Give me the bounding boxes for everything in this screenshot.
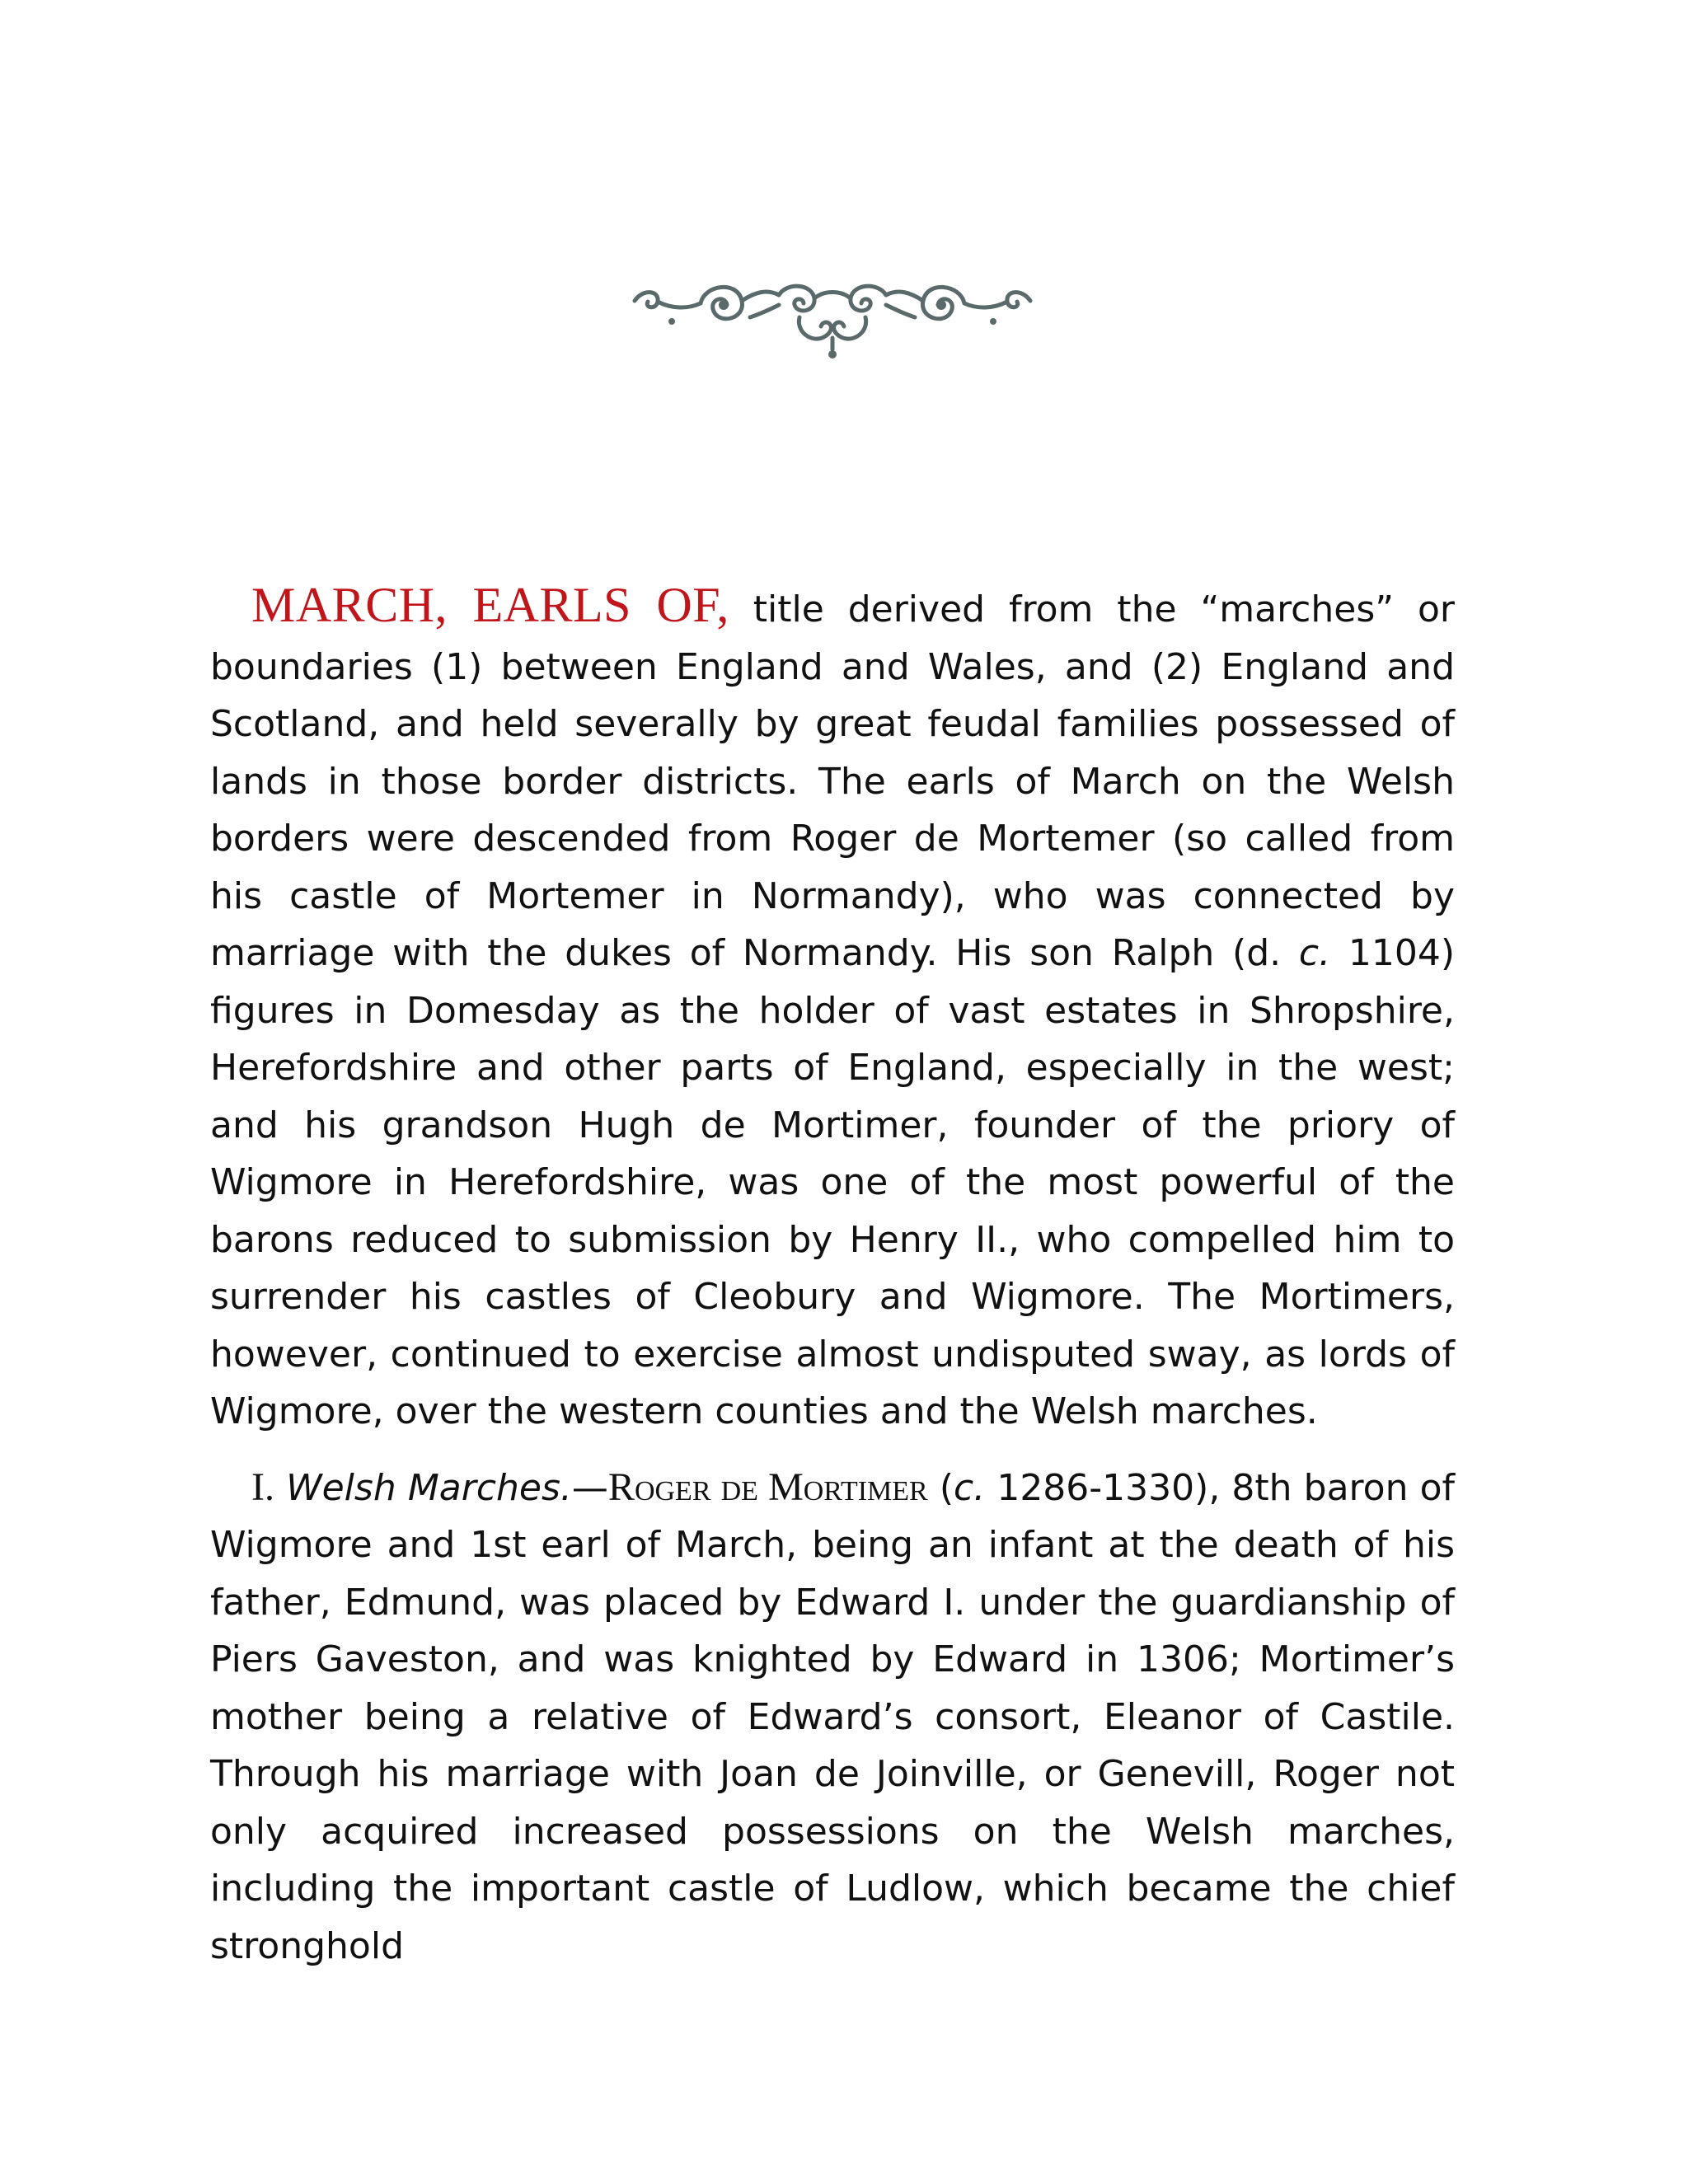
entry-heading: MARCH, EARLS OF, bbox=[251, 578, 729, 632]
paragraph-welsh-marches bbox=[210, 1459, 1455, 1975]
paragraph-welsh-marches-text: 1286-1330), 8th baron of Wigmore and 1st earl of March, being an infant at the death of his father, Edmund, was placed by Edward I. under the guardianship of Piers Gaveston, and was knighted by Edward in 1306; Mortimer’s mother being a relative of Edward’s consort, Eleanor of Castile. Through his marriage with Joan de Joinville, or Genevill, Roger not only acquired increased possessions on the Welsh marches, including the important castle of Ludlow, which became the chief stronghold bbox=[210, 1466, 1456, 1967]
scroll-ornament-icon bbox=[626, 272, 1039, 363]
section-dash: — bbox=[571, 1466, 608, 1509]
paragraph-intro-text-2: 1104) figures in Domesday as the holder of vast estates in Shropshire, Herefordshire and other parts of England, especially in the west; and his grandson Hugh de Mortimer, founder of the priory of Wigmore in Herefordshire, was one of the most powerful of the barons reduced to submission by Henry II., who compelled him to surrender his castles of Cleobury and Wigmore. The Mortimers, however, continued to exercise almost undisputed sway, as lords of Wigmore, over the western counties and the Welsh marches. bbox=[210, 932, 1455, 1432]
open-paren: ( bbox=[927, 1466, 954, 1509]
paragraph-intro-text-1: title derived from the “marches” or boundaries (1) between England and Wales, and (2) England and Scotland, and held severally by great feudal families possessed of lands in those border districts. The earls of March on the Welsh borders were descended from Roger de Mortemer (so called from his castle of Mortemer in Normandy), who was connected by marriage with the dukes of Normandy. His son Ralph (d. bbox=[210, 588, 1455, 974]
section-title: Welsh Marches. bbox=[286, 1466, 572, 1509]
article-body bbox=[210, 577, 1455, 1975]
section-numeral: I. bbox=[251, 1465, 274, 1509]
circa-abbrev: c. bbox=[1298, 932, 1331, 974]
circa-abbrev: c. bbox=[954, 1466, 986, 1509]
person-name: Roger de Mortimer bbox=[607, 1465, 928, 1509]
paragraph-intro bbox=[210, 577, 1455, 1441]
